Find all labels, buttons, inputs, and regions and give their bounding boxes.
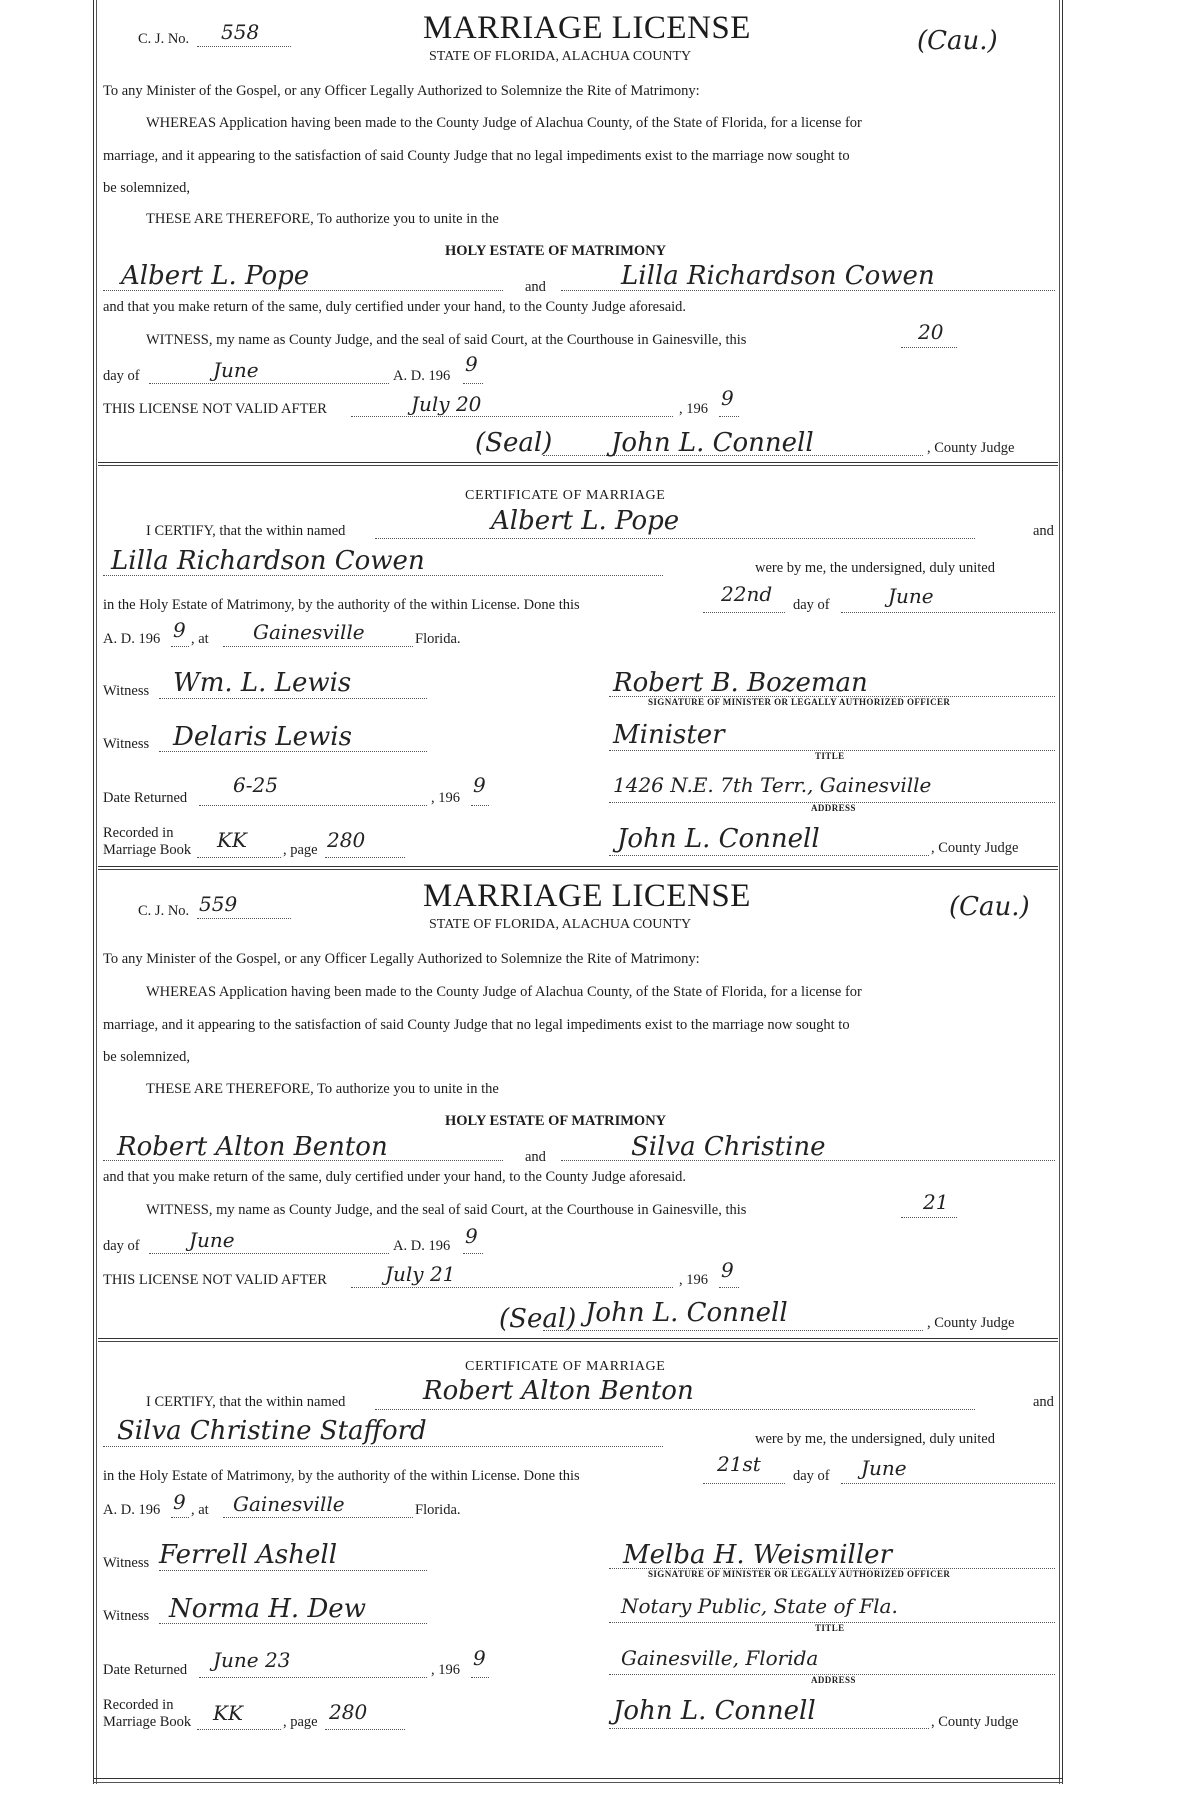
marriage-place: Gainesville	[233, 1492, 345, 1516]
done-month: June	[861, 1456, 907, 1480]
not-valid-label: THIS LICENSE NOT VALID AFTER	[103, 1272, 327, 1288]
address-line: To any Minister of the Gospel, or any Officer Legally Authorized to Solemnize the Rite of Matrimony:	[103, 83, 700, 99]
license-year-digit: 9	[465, 352, 478, 376]
florida-label: Florida.	[415, 631, 461, 647]
county-judge-signature: John L. Connell	[611, 428, 814, 458]
witness-line: WITNESS, my name as County Judge, and the seal of said Court, at the Courthouse in Gainesville, this	[146, 1202, 747, 1218]
officer-title: Minister	[613, 720, 725, 750]
bottom-border	[93, 1778, 1063, 1783]
holy-estate-line: in the Holy Estate of Matrimony, by the authority of the within License. Done this	[103, 597, 580, 613]
at-label: , at	[191, 631, 209, 647]
address-caption: ADDRESS	[811, 1675, 856, 1685]
and-word: and	[525, 1149, 546, 1165]
bride-name: Silva Christine	[631, 1132, 826, 1162]
holy-estate-line: in the Holy Estate of Matrimony, by the authority of the within License. Done this	[103, 1468, 580, 1484]
date-returned: June 23	[213, 1648, 291, 1672]
at-label: , at	[191, 1502, 209, 1518]
not-valid-date: July 21	[385, 1262, 456, 1286]
witness-1-signature: Ferrell Ashell	[159, 1540, 338, 1570]
license-title: MARRIAGE LICENSE	[423, 878, 751, 914]
whereas-line-2: marriage, and it appearing to the satisfaction of said County Judge that no legal impediments exist to the marriage now sought to	[103, 148, 850, 164]
not-valid-year-label: , 196	[679, 1272, 708, 1288]
witness-line: WITNESS, my name as County Judge, and the seal of said Court, at the Courthouse in Gainesville, this	[146, 332, 747, 348]
groom-name: Robert Alton Benton	[117, 1132, 388, 1162]
book-number: KK	[213, 1701, 243, 1725]
united-line: were by me, the undersigned, duly united	[755, 1431, 995, 1447]
license-title: MARRIAGE LICENSE	[423, 10, 751, 46]
ad-label: A. D. 196	[393, 1238, 451, 1254]
record-sheet	[93, 0, 1063, 1790]
return-line: and that you make return of the same, duly certified under your hand, to the County Judge aforesaid.	[103, 1169, 687, 1185]
certificate-groom: Robert Alton Benton	[423, 1376, 694, 1406]
title-caption: TITLE	[815, 1623, 845, 1633]
witness-day: 20	[918, 320, 944, 344]
officer-title: Notary Public, State of Fla.	[621, 1594, 898, 1618]
certificate-and: and	[1033, 523, 1054, 539]
license-month: June	[213, 358, 259, 382]
section-divider	[98, 1338, 1058, 1342]
license-year-digit: 9	[465, 1224, 478, 1248]
bride-name: Lilla Richardson Cowen	[621, 261, 935, 291]
officer-signature-caption: SIGNATURE OF MINISTER OR LEGALLY AUTHORIZED OFFICER	[648, 697, 951, 707]
cj-number: 558	[221, 20, 260, 44]
therefore-line: THESE ARE THEREFORE, To authorize you to unite in the	[146, 1081, 499, 1097]
address-caption: ADDRESS	[811, 803, 856, 813]
done-day-of: day of	[793, 597, 830, 613]
day-of-label: day of	[103, 368, 140, 384]
marriage-book-label: Marriage Book	[103, 1714, 192, 1730]
witness-2-signature: Delaris Lewis	[173, 722, 352, 752]
witness-2-label: Witness	[103, 736, 150, 752]
certificate-and: and	[1033, 1394, 1054, 1410]
florida-label: Florida.	[415, 1502, 461, 1518]
book-number: KK	[217, 828, 247, 852]
right-border	[1059, 0, 1063, 1784]
seal-mark: (Seal)	[475, 428, 553, 458]
page-number: 280	[327, 828, 366, 852]
whereas-line-3: be solemnized,	[103, 1049, 190, 1065]
returned-year-label: , 196	[431, 1662, 460, 1678]
return-line: and that you make return of the same, duly certified under your hand, to the County Judge aforesaid.	[103, 299, 687, 315]
officer-signature-caption: SIGNATURE OF MINISTER OR LEGALLY AUTHORIZED OFFICER	[648, 1569, 951, 1579]
license-month: June	[189, 1228, 235, 1252]
whereas-line-3: be solemnized,	[103, 180, 190, 196]
recording-judge-signature: John L. Connell	[617, 824, 820, 854]
corner-note: (Cau.)	[949, 892, 1030, 922]
holy-estate-heading: HOLY ESTATE OF MATRIMONY	[445, 1113, 667, 1129]
recording-judge-signature: John L. Connell	[613, 1696, 816, 1726]
certificate-bride: Lilla Richardson Cowen	[111, 546, 425, 576]
title-caption: TITLE	[815, 751, 845, 761]
officer-signature: Melba H. Weismiller	[623, 1540, 893, 1570]
not-valid-year-digit: 9	[721, 386, 734, 410]
page-label: , page	[283, 842, 318, 858]
certify-line: I CERTIFY, that the within named	[146, 1394, 346, 1410]
license-separator	[98, 866, 1058, 870]
witness-day: 21	[923, 1190, 949, 1214]
not-valid-date: July 20	[411, 392, 482, 416]
certificate-ad: A. D. 196	[103, 631, 161, 647]
united-line: were by me, the undersigned, duly united	[755, 560, 995, 576]
done-day-of: day of	[793, 1468, 830, 1484]
page-label: , page	[283, 1714, 318, 1730]
county-judge-label: , County Judge	[927, 440, 1015, 456]
certificate-title: CERTIFICATE OF MARRIAGE	[465, 1359, 666, 1374]
recorded-in-label: Recorded in	[103, 1697, 174, 1713]
witness-1-label: Witness	[103, 1555, 150, 1571]
license-subtitle: STATE OF FLORIDA, ALACHUA COUNTY	[429, 49, 692, 64]
done-day: 22nd	[721, 582, 773, 606]
ad-label: A. D. 196	[393, 368, 451, 384]
cj-number-label: C. J. No.	[138, 903, 190, 919]
left-border	[93, 0, 97, 1784]
address-line: To any Minister of the Gospel, or any Officer Legally Authorized to Solemnize the Rite of Matrimony:	[103, 951, 700, 967]
and-word: and	[525, 279, 546, 295]
day-of-label: day of	[103, 1238, 140, 1254]
not-valid-year-digit: 9	[721, 1258, 734, 1282]
certificate-year-digit: 9	[173, 618, 186, 642]
done-month: June	[888, 584, 934, 608]
witness-1-label: Witness	[103, 683, 150, 699]
date-returned-label: Date Returned	[103, 1662, 188, 1678]
witness-2-signature: Norma H. Dew	[169, 1594, 366, 1624]
whereas-line-1: WHEREAS Application having been made to the County Judge of Alachua County, of the State of Florida, for a license for	[146, 984, 862, 1000]
cj-number-label: C. J. No.	[138, 31, 190, 47]
date-returned-label: Date Returned	[103, 790, 188, 806]
groom-name: Albert L. Pope	[121, 261, 310, 291]
whereas-line-2: marriage, and it appearing to the satisfaction of said County Judge that no legal impediments exist to the marriage now sought to	[103, 1017, 850, 1033]
officer-signature: Robert B. Bozeman	[613, 668, 868, 698]
officer-address: 1426 N.E. 7th Terr., Gainesville	[613, 773, 932, 797]
corner-note: (Cau.)	[917, 26, 998, 56]
returned-year-digit: 9	[473, 773, 486, 797]
certify-line: I CERTIFY, that the within named	[146, 523, 346, 539]
marriage-place: Gainesville	[253, 620, 365, 644]
whereas-line-1: WHEREAS Application having been made to the County Judge of Alachua County, of the State of Florida, for a license for	[146, 115, 862, 131]
license-subtitle: STATE OF FLORIDA, ALACHUA COUNTY	[429, 917, 692, 932]
certificate-groom: Albert L. Pope	[491, 506, 680, 536]
holy-estate-heading: HOLY ESTATE OF MATRIMONY	[445, 243, 667, 259]
returned-year-label: , 196	[431, 790, 460, 806]
witness-1-signature: Wm. L. Lewis	[173, 668, 352, 698]
certificate-ad: A. D. 196	[103, 1502, 161, 1518]
officer-address: Gainesville, Florida	[621, 1646, 819, 1670]
not-valid-label: THIS LICENSE NOT VALID AFTER	[103, 401, 327, 417]
recording-judge-label: , County Judge	[931, 1714, 1019, 1730]
recorded-in-label: Recorded in	[103, 825, 174, 841]
county-judge-signature: John L. Connell	[585, 1298, 788, 1328]
marriage-book-label: Marriage Book	[103, 842, 192, 858]
recording-judge-label: , County Judge	[931, 840, 1019, 856]
witness-2-label: Witness	[103, 1608, 150, 1624]
therefore-line: THESE ARE THEREFORE, To authorize you to unite in the	[146, 211, 499, 227]
section-divider	[98, 462, 1058, 466]
done-day: 21st	[717, 1452, 761, 1476]
date-returned: 6-25	[233, 773, 278, 797]
not-valid-year-label: , 196	[679, 401, 708, 417]
county-judge-label: , County Judge	[927, 1315, 1015, 1331]
cj-number: 559	[199, 892, 238, 916]
certificate-bride: Silva Christine Stafford	[117, 1416, 427, 1446]
page-number: 280	[329, 1700, 368, 1724]
certificate-title: CERTIFICATE OF MARRIAGE	[465, 488, 666, 503]
certificate-year-digit: 9	[173, 1490, 186, 1514]
returned-year-digit: 9	[473, 1646, 486, 1670]
seal-mark: (Seal)	[499, 1304, 577, 1334]
